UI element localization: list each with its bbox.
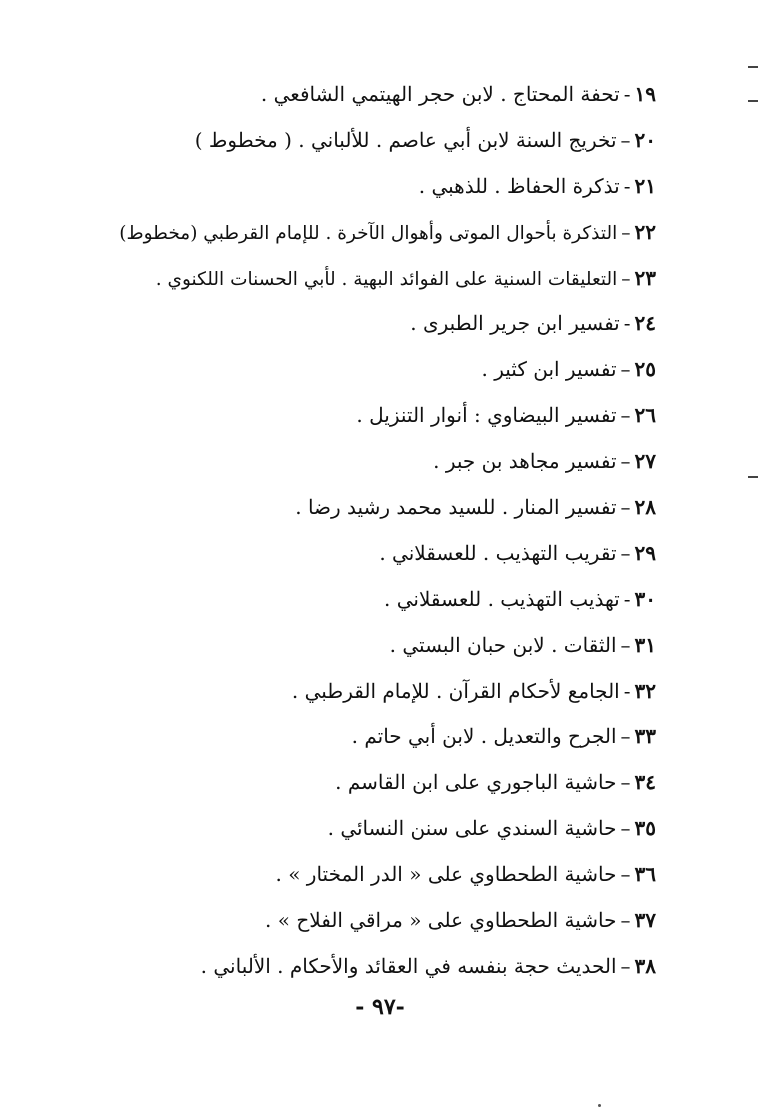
entry-number: ٣٧ [634,908,656,933]
entry-number: ٢٦ [634,403,656,428]
entry-text: الثقات . لابن حبان البستي . [389,632,617,657]
entry-separator: – [620,403,631,428]
reference-entry [56,210,656,256]
entry-separator: – [620,449,631,474]
reference-entry [56,439,656,485]
entry-number: ٢٧ [634,449,656,474]
reference-entry [56,347,656,393]
entry-text: التعليقات السنية على الفوائد البهية . لأبي الحسنات اللكنوي . [155,268,618,290]
reference-entry [56,577,656,623]
entry-number: ٣٢ [634,678,656,703]
margin-mark [748,100,758,102]
entry-text: تهذيب التهذيب . للعسقلاني . [384,586,620,611]
entry-text: الحديث حجة بنفسه في العقائد والأحكام . الألباني . [200,953,617,978]
entry-separator: - [623,82,631,106]
entry-separator: – [620,862,631,887]
entry-separator: – [621,222,631,244]
reference-entry [56,393,656,439]
reference-entry [56,898,656,944]
margin-mark [748,476,758,478]
entry-number: ٣١ [634,632,656,657]
entry-number: ٢٥ [634,357,656,382]
reference-entry [56,944,656,990]
entry-number: ٣٤ [634,770,656,795]
speck-mark [598,1104,601,1107]
reference-entry [56,760,656,806]
reference-entry [56,164,656,210]
entry-separator: – [620,953,631,978]
reference-entry [56,852,656,898]
references-list [56,72,656,990]
entry-separator: - [623,586,631,611]
entry-text: تفسير ابن كثير . [481,357,617,382]
reference-entry [56,301,656,347]
entry-separator: – [621,268,631,290]
entry-text: تذكرة الحفاظ . للذهبي . [418,173,620,198]
entry-text: تفسير مجاهد بن جبر . [433,449,617,474]
margin-mark [748,66,758,68]
entry-number: ٢٨ [634,495,656,520]
page-number: -٩٧ - [355,994,405,1020]
entry-text: حاشية الباجوري على ابن القاسم . [335,770,617,795]
entry-text: تفسير ابن جرير الطبرى . [410,311,620,336]
entry-number: ٢١ [634,173,656,198]
entry-number: ٢٠ [634,127,656,152]
reference-entry [56,714,656,760]
entry-separator: - [623,678,631,703]
entry-text: تخريج السنة لابن أبي عاصم . للألباني . ( مخطوط ) [194,127,617,152]
reference-entry [56,118,656,164]
reference-entry [56,256,656,302]
entry-separator: - [623,173,631,198]
entry-number: ٢٤ [634,311,656,336]
reference-entry [56,72,656,118]
reference-entry [56,669,656,715]
entry-number: ٢٩ [634,540,656,565]
entry-separator: – [620,724,631,749]
entry-separator: – [620,770,631,795]
entry-separator: - [623,311,631,336]
entry-number: ١٩ [634,82,656,106]
entry-text: الجامع لأحكام القرآن . للإمام القرطبي . [291,678,620,703]
entry-number: ٣٥ [634,816,656,841]
entry-text: تفسير المنار . للسيد محمد رشيد رضا . [295,495,617,520]
entry-text: حاشية السندي على سنن النسائي . [327,816,617,841]
entry-text: حاشية الطحطاوي على « الدر المختار » . [275,862,617,887]
entry-text: التذكرة بأحوال الموتى وأهوال الآخرة . للإمام القرطبي (مخطوط) [119,222,618,244]
entry-separator: – [620,357,631,382]
entry-number: ٢٣ [634,265,656,290]
reference-entry [56,531,656,577]
reference-entry [56,623,656,669]
entry-separator: – [620,908,631,933]
entry-text: الجرح والتعديل . لابن أبي حاتم . [351,724,617,749]
entry-separator: – [620,127,631,152]
entry-number: ٢٢ [634,219,656,244]
entry-text: تفسير البيضاوي : أنوار التنزيل . [356,403,617,428]
entry-separator: – [620,816,631,841]
entry-separator: – [620,540,631,565]
entry-number: ٣٦ [634,862,656,887]
entry-number: ٣٣ [634,724,656,749]
entry-separator: – [620,632,631,657]
reference-entry [56,485,656,531]
entry-text: تقريب التهذيب . للعسقلاني . [379,540,617,565]
entry-text: تحفة المحتاج . لابن حجر الهيتمي الشافعي . [260,82,620,106]
entry-number: ٣٨ [634,953,656,978]
entry-separator: – [620,495,631,520]
entry-text: حاشية الطحطاوي على « مراقي الفلاح » . [265,908,617,933]
reference-entry [56,806,656,852]
entry-number: ٣٠ [634,586,656,611]
